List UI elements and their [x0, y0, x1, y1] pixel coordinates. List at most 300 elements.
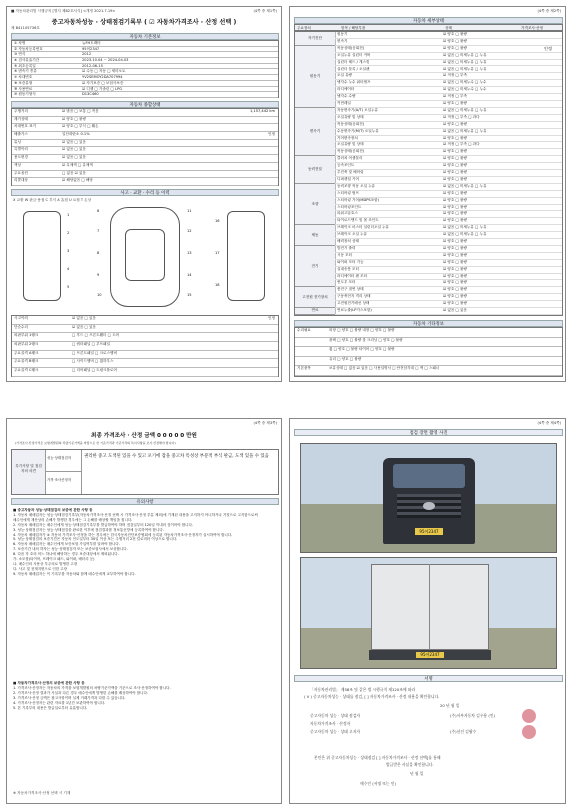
- accident-row: [12, 342, 278, 351]
- detail-item-state: ☑ 없음 □ 미세누유 □ 누유: [443, 232, 487, 237]
- other-info-row-value: 유리 □ 양호 □ 불량: [329, 356, 362, 361]
- detail-group: [295, 184, 562, 225]
- detail-item-state: ☑ 적정 □ 부족 □ 과다: [443, 114, 480, 119]
- detail-group-name: 자기진단: [295, 32, 336, 45]
- notice-a-heading: ■ 중고자동차 성능·상태점검의 보증에 관한 사항 등: [13, 508, 93, 512]
- section-detail-status-label: 자동차 세부상태: [412, 19, 445, 24]
- brand-emblem: [423, 502, 435, 510]
- detail-item-part: 발전기 출력: [337, 245, 356, 250]
- detail-item-state: ☑ 없음 □ 미세누유 □ 누유: [443, 52, 487, 57]
- detail-item-state: ☑ 양호 □ 불량: [443, 149, 467, 154]
- other-info-table: [294, 327, 563, 377]
- diagram-part-number: 2: [67, 231, 70, 235]
- accident-row-value: □ 리어패널 □ 트렁크플로어: [72, 368, 117, 373]
- detail-item-state: ☑ 양호 □ 불량: [443, 204, 467, 209]
- detail-item-part: 오일누유 실린더 커버: [337, 52, 371, 57]
- status-row: [12, 124, 278, 132]
- detail-group: [295, 225, 562, 246]
- notice-title-label: 유의사항: [136, 500, 154, 505]
- car-left-side-outline: [23, 211, 61, 301]
- law-text-2: ( V ) 중고자동차성능 · 상태를 점검, [ ] 자동차가격조사 · 산정 내용을 확인합니다.: [304, 694, 440, 699]
- page-1-inspection-record: [6, 6, 282, 382]
- status-row-label: 리콜대상: [14, 178, 28, 183]
- detail-item-row: [335, 46, 562, 53]
- diagram-part-number: 13: [187, 251, 192, 255]
- cargo-box: [371, 564, 489, 650]
- front-license-plate: 95어2347: [415, 528, 443, 535]
- basic-info-row-value: 뉴FH트랙터: [82, 41, 101, 45]
- detail-group: [295, 108, 562, 156]
- detail-item-row: [335, 170, 562, 177]
- detail-item-state: ☑ 양호 □ 불량: [443, 266, 467, 271]
- accident-row: [12, 351, 278, 360]
- confirm-text-2: 발급받은 사실을 확인합니다.: [386, 762, 434, 767]
- section-overall-status-label: 자동차 종합상태: [129, 103, 161, 108]
- other-info-row-value: 광택 □ 양호 □ 불량 룸 크리닝 □ 양호 □ 불량: [329, 337, 403, 342]
- other-info-row: [295, 328, 562, 338]
- detail-item-row: [335, 94, 562, 101]
- section-overall-status: [11, 101, 279, 108]
- status-row-value: ☑ 해당없음 □ 해당: [62, 178, 93, 183]
- diagram-part-number: 5: [67, 285, 70, 289]
- detail-item-row: [335, 267, 562, 274]
- status-row: [12, 163, 278, 171]
- notice-a-line: 1. 자동차 매매업자는 성능·상태점검기록부(자동차가격조사·산정 선택 시 가격조사·산정 부분 제외)에 기재된 내용을 고지하지 아니하거나 거짓으로 고지함으로써: [13, 512, 258, 517]
- detail-item-state: ☑ 양호 □ 불량: [443, 301, 467, 306]
- detail-item-state: ☑ 양호 □ 불량: [443, 259, 467, 264]
- detail-group-name: 연료: [295, 308, 336, 314]
- car-roof-outline: [125, 229, 165, 281]
- detail-group-name: 조향: [295, 184, 336, 224]
- detail-item-part: 윈도우 모터: [337, 280, 356, 285]
- status-row-value: ☑ 많음 □ 보통 □ 적음: [62, 109, 99, 113]
- detail-col-header: 주요장치: [297, 26, 311, 30]
- accident-row-value: □ 후드 □ 프론트휀더 □ 도어: [72, 333, 120, 338]
- status-row-value: ☑ 없음 □ 있음: [62, 139, 86, 144]
- diagram-part-number: 7: [97, 229, 100, 233]
- detail-item-row: [335, 129, 562, 136]
- signature-section-title-label: 서명: [424, 677, 433, 682]
- detail-group: [295, 156, 562, 184]
- diagram-part-number: 1: [67, 213, 70, 217]
- detail-item-state: ☑ 없음 □ 미세누유 □ 누유: [443, 107, 487, 112]
- section-accident-history-label: 사고 · 교환 · 수리 등 이력: [120, 191, 170, 196]
- detail-item-row: [335, 308, 562, 315]
- page-4-photos-signature: [289, 418, 566, 804]
- basic-info-row-label: ③ 연식: [14, 52, 26, 57]
- status-row: [12, 109, 278, 117]
- detail-item-row: [335, 32, 562, 39]
- accident-row-label: 외판부위 2랭크: [14, 342, 39, 347]
- damage-legend: X 교환 W 판금·용접 C 부식 A 흠집 U 요철 T 손상: [13, 198, 92, 202]
- detail-item-state: ☑ 양호 □ 불량: [443, 211, 467, 216]
- basic-info-row-label: ⑥ 변속기 종류: [14, 69, 37, 74]
- remarks-label: 특기사항 및 점검자의 의견: [12, 450, 46, 494]
- status-row: [12, 140, 278, 148]
- page-2-detail-status: [289, 6, 566, 382]
- notice-a-line: 매수인에게 재산상의 손해가 발생한 경우에는 그 손해를 배상할 책임을 집니다.: [13, 517, 133, 522]
- detail-item-state: ☑ 양호 □ 불량: [443, 218, 467, 223]
- truck-rear-photo: [300, 557, 557, 669]
- status-row: [12, 132, 278, 140]
- detail-item-row: [335, 142, 562, 149]
- status-row: [12, 178, 278, 186]
- detail-item-row: [335, 67, 562, 74]
- rear-license-plate: 95어2347: [416, 652, 444, 658]
- detail-item-part: 작동상태(공회전): [337, 45, 365, 50]
- other-info-row: [295, 357, 562, 367]
- section-detail-status: [294, 17, 563, 24]
- notice-b-line: 5. 본 기록부의 내용은 발급일로부터 유효합니다.: [13, 705, 88, 710]
- detail-item-part: 실린더 블록 / 오일팬: [337, 66, 370, 71]
- accident-row-value: □ 사이드멤버 □ 휠하우스: [72, 359, 114, 364]
- detail-item-state: ☑ 양호 □ 불량: [443, 190, 467, 195]
- diagram-part-number: 9: [97, 273, 100, 277]
- basic-info-row-label: ⑨ 사용연료: [14, 86, 33, 91]
- detail-item-part: 자동변속기(A/T) 오일누유: [337, 107, 379, 112]
- other-info-row-value: 외장 □ 양호 □ 불량 내장 □ 양호 □ 불량: [329, 328, 395, 332]
- basic-info-row-label: ④ 검사유효기간: [14, 58, 40, 63]
- accident-row-label: 주요골격 A랭크: [14, 350, 39, 355]
- other-info-row: [295, 347, 562, 357]
- accident-row-label: 단순수리: [14, 324, 28, 329]
- basic-info-row: [12, 92, 278, 98]
- detail-item-part: 작동상태(공회전): [337, 121, 365, 126]
- detail-item-part: 원동기: [337, 32, 348, 36]
- section-other-info: [294, 320, 563, 327]
- status-row-value: ☑ 없음 □ 있음: [62, 155, 86, 160]
- detail-item-part: 스티어링 펌프: [337, 190, 359, 195]
- confirm-text: 본인은 위 중고자동차성능 · 상태점검 [ ] 자동차가격조사 · 산정 선택]를 통해: [314, 755, 441, 760]
- other-info-row: [295, 338, 562, 348]
- car-damage-diagram: [15, 205, 275, 313]
- status-row-label: 색상: [14, 162, 21, 167]
- basic-info-table: [11, 40, 279, 98]
- detail-item-part: 브레이크 마스터 실린더오일 누유: [337, 225, 390, 230]
- diagram-part-number: 10: [97, 293, 102, 297]
- detail-item-state: ☑ 양호 □ 불량: [443, 135, 467, 140]
- status-row-value: 일산화탄소 0.1%: [62, 132, 90, 137]
- notice-section-b: [13, 681, 277, 710]
- diagram-part-number: 3: [67, 249, 70, 253]
- status-row-value: ☑ 무채색 □ 유채색: [62, 162, 93, 167]
- detail-item-part: 작동상태(공회전): [337, 149, 365, 154]
- detail-item-row: [335, 205, 562, 212]
- basic-info-row-label: ⑤ 최초등록일: [14, 63, 36, 68]
- status-row-label: 계기상태: [14, 116, 28, 121]
- detail-group-name: 제동: [295, 225, 336, 245]
- detail-item-state: ☑ 적정 □ 부족 □ 과다: [443, 142, 480, 147]
- accident-row: [12, 333, 278, 342]
- notice-a-line: 3. 성능·상태점검자는 성능·상태점검을 완료한 이후에 점검결과를 정보통신망에 등록하여야 합니다.: [13, 527, 164, 532]
- other-info-row-value: 휠 □ 양호 □ 불량 타이어 □ 양호 □ 불량: [329, 347, 395, 352]
- accident-row-label: 사고이력: [14, 316, 28, 320]
- status-row-state: 1,157,442 km: [249, 109, 275, 113]
- status-row: [12, 147, 278, 155]
- detail-item-part: 라디에이터: [337, 87, 355, 92]
- detail-item-state: ☑ 없음 □ 있음: [443, 308, 467, 313]
- accident-row-value: □ 쿼터패널 □ 루프패널: [72, 342, 110, 347]
- notice-a-line: 나. 매수인의 사용상 부주의로 발생한 고장: [13, 561, 78, 566]
- detail-item-row: [335, 73, 562, 80]
- status-row-label: 용도변경: [14, 155, 28, 160]
- detail-item-row: [335, 60, 562, 67]
- status-row: [12, 117, 278, 125]
- detail-item-state: ☑ 양호 □ 불량: [443, 101, 467, 106]
- basic-info-row-value: ☑ 자가보증 □ 보험사보증: [82, 80, 124, 85]
- accident-row-label: 주요골격 C랭크: [14, 368, 39, 373]
- detail-group-name: 전기: [295, 246, 336, 286]
- detail-item-state: ☑ 없음 □ 미세누유 □ 누유: [443, 225, 487, 230]
- diagram-part-number: 16: [215, 219, 220, 223]
- detail-item-state: ☑ 양호 □ 불량: [443, 239, 467, 244]
- basic-info-row-label: ① 차명: [14, 41, 26, 45]
- detail-item-part: 라디에이터 팬 모터: [337, 273, 368, 278]
- basic-info-row-label: ⑦ 차대번호: [14, 75, 33, 80]
- notice-title: [11, 498, 279, 505]
- dealer-seal-stamp: [522, 725, 536, 739]
- detail-col-headers: [294, 24, 563, 31]
- notice-b-line: 1. 가격조사·산정자는 자동차의 가격을 보험개발원의 차량기준가액을 기준으로 조사·산정하여야 합니다.: [13, 685, 171, 690]
- notice-a-line: 4. 자동차 매매업자가 ② 자동차 가격조사·산정을 하는 경우에는 한국자동차진단보증협회에 등록된 자동차가격조사·산정자가 실시하여야 합니다.: [13, 532, 233, 537]
- photo-section-title: [294, 429, 563, 436]
- windshield: [393, 464, 465, 488]
- status-row-value: ☑ 없음 □ 있음: [62, 147, 86, 152]
- basic-info-row-label: ② 자동차등록번호: [14, 46, 43, 51]
- detail-item-row: [335, 136, 562, 143]
- signature-section-title: [294, 675, 563, 682]
- detail-item-row: [335, 253, 562, 260]
- notice-a-line: 6. 자동차 매매업자는 매수인에게 보증보험 가입여부를 알려야 합니다.: [13, 542, 120, 547]
- detail-item-state: ☑ 양호 □ 불량: [443, 170, 467, 175]
- other-info-row-label: 수리필요: [297, 328, 311, 332]
- detail-item-part: 스티어링 기어(MDPS포함): [337, 197, 380, 202]
- diagram-part-number: 17: [215, 251, 220, 255]
- notice-section-a: [13, 508, 277, 577]
- accident-row: [12, 359, 278, 368]
- other-info-row: [295, 366, 562, 376]
- page1-header-right: (4쪽 중 제1쪽): [253, 9, 277, 13]
- detail-item-row: [335, 225, 562, 232]
- detail-item-part: 디퍼렌셜 기어: [337, 176, 359, 181]
- page4-header-right: (4쪽 중 제4쪽): [537, 421, 561, 425]
- status-row-value: □ 없음 ☑ 있음: [62, 170, 86, 175]
- page3-header-right: (4쪽 중 제3쪽): [253, 421, 277, 425]
- detail-item-row: [335, 246, 562, 253]
- detail-item-part: 동력조향 작동 오일 누유: [337, 183, 376, 188]
- basic-info-row-value: YV2SEMOY2DA707994: [82, 75, 123, 80]
- detail-item-state: ☑ 적정 □ 부족: [443, 73, 467, 78]
- accident-row: [12, 325, 278, 334]
- detail-item-row: [335, 101, 562, 108]
- notice-b-line: 3. 가격조사·산정 금액은 참고사항이며 실제 거래가격과 다를 수 있습니다.: [13, 695, 126, 700]
- detail-item-state: ☑ 양호 □ 불량: [443, 156, 467, 161]
- detail-group-name: 변속기: [295, 108, 336, 155]
- buyer-signature-line: 매수인 (서명 또는 인): [360, 781, 396, 786]
- detail-item-part: 냉각수 누수 워터펌프: [337, 80, 371, 85]
- law-text: 「자동차관리법」 제58조 및 같은 법 시행규칙 제120조에 따라: [310, 687, 416, 692]
- status-row-value: ☑ 양호 □ 부식 □ 훼손: [62, 124, 99, 129]
- other-info-row-label: 기본품목: [297, 366, 311, 371]
- detail-item-row: [335, 80, 562, 87]
- diagram-part-number: 12: [187, 229, 192, 233]
- diagram-part-number: 18: [215, 283, 220, 287]
- detail-item-part: 파워고압호스: [337, 211, 358, 216]
- detail-item-part: 기어변속장치: [337, 135, 358, 140]
- detail-item-state: ☑ 없음 □ 미세누수 □ 누수: [443, 87, 487, 92]
- basic-info-row-value: ☑ 디젤 □ 가솔린 □ LPG: [82, 86, 123, 91]
- page-3-price-notice: [6, 418, 282, 804]
- detail-item-part: 변속기: [337, 38, 348, 43]
- detail-group: [295, 46, 562, 108]
- detail-group: [295, 246, 562, 287]
- detail-item-row: [335, 232, 562, 239]
- truck-front-photo: [300, 443, 557, 553]
- detail-group-name: 원동기: [295, 46, 336, 107]
- detail-item-state: ☑ 없음 □ 미세누수 □ 누수: [443, 80, 487, 85]
- accident-row-value: ☑ 없음 □ 있음: [72, 316, 96, 320]
- basic-info-row-value: 2023.10.04 ~ 2024.04.03: [82, 58, 129, 63]
- section-other-info-label: 자동차 기타정보: [412, 322, 445, 327]
- detail-item-part: 구동축전지 격리 상태: [337, 294, 371, 299]
- diagram-part-number: 8: [97, 251, 100, 255]
- detail-item-part: 실내송풍 모터: [337, 266, 359, 271]
- detail-item-part: 냉각수 수량: [337, 94, 356, 99]
- detail-item-part: 오일 유량: [337, 73, 353, 78]
- section-basic-info: [11, 33, 279, 40]
- accident-row: [12, 368, 278, 377]
- detail-group: [295, 32, 562, 46]
- diagram-part-number: 14: [187, 273, 192, 277]
- detail-item-state: ☑ 양호 □ 불량: [443, 32, 467, 36]
- detail-col-header: 항목 / 해당부품: [341, 26, 366, 30]
- accident-row-label: 주요골격 B랭크: [14, 359, 39, 364]
- detail-item-row: [335, 122, 562, 129]
- detail-item-part: 등속조인트: [337, 163, 355, 168]
- detail-item-row: [335, 39, 562, 46]
- detail-item-part: 고전원전기배선 상태: [337, 301, 370, 306]
- notice-a-line: 9. 자동차 매매업자는 이 기록부를 자동차와 함께 매수인에게 교부하여야 합니다.: [13, 571, 136, 576]
- detail-item-part: 추진축 및 베어링: [337, 170, 364, 175]
- car-right-side-outline: [227, 211, 265, 301]
- detail-item-state: ☑ 양호 □ 불량: [443, 45, 467, 50]
- detail-item-part: 시동 모터: [337, 252, 353, 257]
- detail-item-row: [335, 149, 562, 156]
- detail-item-part: 스티어링조인트: [337, 204, 362, 209]
- other-info-row-value: 보유상태 □ 없음 ☑ 있음 □ 사용설명서 □ 안전삼각대 □ 잭 □ 스패너: [329, 366, 440, 371]
- final-price-note: (가격조사·산정가격은 보험개발원의 차량기준가액을 바탕으로 한 기준가격과 기준가격의 특이사항을 조사·산정해야 합니다): [15, 441, 176, 445]
- detail-item-row: [335, 239, 562, 246]
- detail-col-header: 상태: [445, 26, 452, 30]
- status-row-label: 특별이력: [14, 147, 28, 152]
- notice-a-line: 5. 성능·상태점검의 보증기간은 자동차 인도일부터 30일 이상 또는 주행거리 2천 킬로미터 이상으로 합니다.: [13, 537, 178, 542]
- notice-b-heading: ■ 자동차가격조사·산정의 보증에 관한 사항 등: [13, 681, 85, 685]
- form-number: 제 B41105736호: [11, 26, 40, 30]
- accident-row-value: □ 프론트패널 □ 크로스멤버: [72, 350, 117, 355]
- detail-item-state: ☑ 없음 □ 미세누유 □ 누유: [443, 59, 487, 64]
- detail-item-state: ☑ 없음 □ 미세누유 □ 누유: [443, 128, 487, 133]
- detail-item-part: 와이퍼 모터 기능: [337, 259, 364, 264]
- basic-info-row-label: ⑧ 보증유형: [14, 80, 33, 85]
- status-row-label: 주행거리: [14, 109, 28, 113]
- signer-role: 자동차가격조사 · 산정자: [310, 721, 351, 726]
- detail-item-part: 브레이크 오일 누유: [337, 232, 368, 237]
- status-row-label: 튜닝: [14, 139, 21, 144]
- page1-title: 중고자동차성능 · 상태점검기록부 ( ☑ 자동차가격조사 · 산정 선택 ): [51, 19, 237, 26]
- detail-item-row: [335, 211, 562, 218]
- status-table: [11, 108, 279, 186]
- detail-item-row: [335, 294, 562, 301]
- status-row-state: 인정: [268, 132, 275, 137]
- status-row-label: 배출가스: [14, 132, 28, 137]
- detail-item-part: 커먼레일: [337, 101, 351, 106]
- basic-info-row-label: ⑩ 원동기형식: [14, 92, 36, 97]
- detail-item-row: [335, 287, 562, 294]
- detail-item-state: ☑ 양호 □ 불량: [443, 163, 467, 168]
- detail-item-row: [335, 115, 562, 122]
- diagram-part-number: 4: [67, 267, 70, 271]
- inspector-seal-stamp: [522, 709, 536, 723]
- detail-item-row: [335, 177, 562, 184]
- photo-section-title-label: 점검 장면 촬영 사진: [409, 431, 448, 436]
- final-price-title: 최종 가격조사 · 산정 금액 0 0 0 0 0 만원: [91, 433, 197, 439]
- detail-item-state: ☑ 양호 □ 불량: [443, 294, 467, 299]
- basic-info-row-value: 2012-06-15: [82, 63, 103, 68]
- notice-a-line: 7. 보증기간 내의 하자는 성능·상태점검자 또는 보증보험사에서 보상합니다.: [13, 547, 128, 552]
- accident-row-state: 인정: [268, 316, 275, 320]
- status-row: [12, 155, 278, 163]
- detail-item-row: [335, 53, 562, 60]
- cargo-door-split: [429, 564, 430, 650]
- detail-item-row: [335, 191, 562, 198]
- accident-row-value: ☑ 없음 □ 있음: [72, 324, 96, 329]
- detail-item-row: [335, 163, 562, 170]
- detail-item-part: 오일유량 및 상태: [337, 142, 364, 147]
- detail-item-state: ☑ 양호 □ 불량: [443, 273, 467, 278]
- detail-item-part: 배력장치 상태: [337, 239, 359, 244]
- basic-info-row-value: 95어2347: [82, 46, 100, 51]
- remarks-inspector-label: 성능·상태점검자: [46, 450, 82, 472]
- sign-date: 20 년 월 일: [440, 703, 460, 708]
- detail-item-state: ☑ 양호 □ 불량: [443, 38, 467, 43]
- notice-a-line: 가. 소모품(타이어, 브레이크 패드, 와이퍼, 배터리 등): [13, 557, 95, 562]
- detail-item-row: [335, 301, 562, 308]
- detail-table: [294, 31, 563, 316]
- status-row: [12, 171, 278, 179]
- detail-item-row: [335, 156, 562, 163]
- accident-row: [12, 316, 278, 325]
- detail-item-state: ☑ 적정 □ 부족: [443, 94, 467, 99]
- notice-a-line: 다. 사고 및 천재지변으로 인한 고장: [13, 566, 68, 571]
- detail-item-row: [335, 184, 562, 191]
- page2-header-right: (4쪽 중 제2쪽): [537, 9, 561, 13]
- diagram-part-number: 11: [187, 209, 192, 213]
- section-basic-info-label: 자동차 기본정보: [129, 35, 161, 40]
- detail-price-value: 인정: [543, 46, 552, 51]
- notice-a-line: 8. 다음 각 호의 어느 하나에 해당하는 경우 보증대상에서 제외됩니다.: [13, 552, 119, 557]
- detail-item-row: [335, 198, 562, 205]
- detail-item-state: ☑ 양호 □ 불량: [443, 245, 467, 250]
- basic-info-row-value: D13C460: [82, 92, 99, 97]
- detail-col-header: 가격조사·산정: [521, 26, 543, 30]
- detail-item-part: 타이로드엔드 및 볼 조인트: [337, 218, 379, 223]
- signer-name: (주)서부자동차 김우용 (인): [450, 713, 496, 718]
- detail-item-row: [335, 218, 562, 225]
- detail-item-state: ☑ 양호 □ 불량: [443, 197, 467, 202]
- status-row-label: 차대번호 표기: [14, 124, 36, 129]
- signer-role: 중고자동차 성능 · 상태 점검자: [310, 713, 361, 718]
- detail-item-state: ☑ 양호 □ 불량: [443, 280, 467, 285]
